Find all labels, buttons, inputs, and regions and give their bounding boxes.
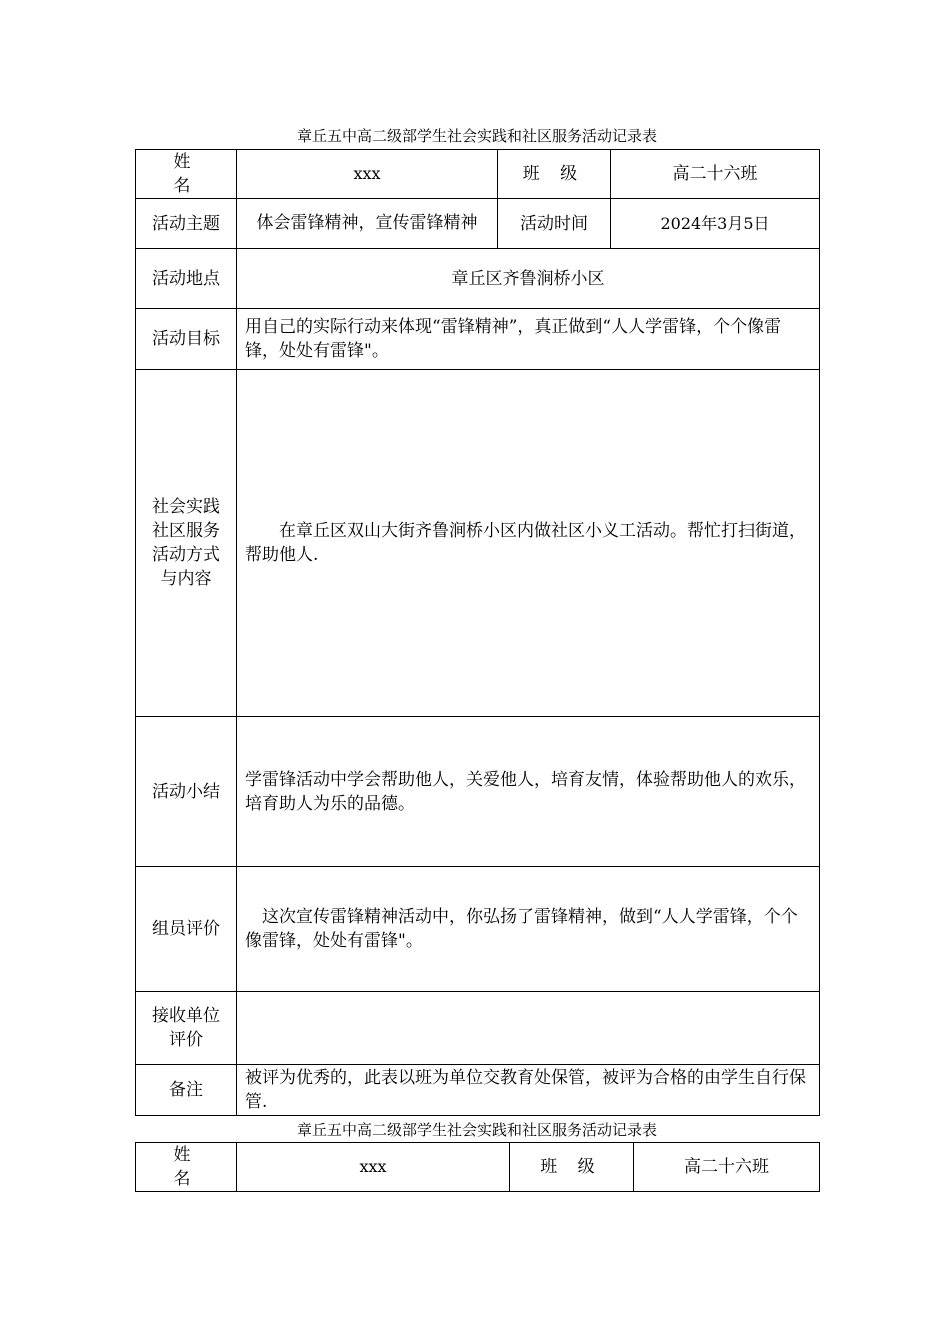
goal-label: 活动目标 (136, 309, 237, 370)
unit-review-row (136, 992, 820, 1065)
time-label: 活动时间 (498, 199, 611, 249)
theme-value: 体会雷锋精神，宣传雷锋精神 (237, 199, 498, 249)
class-label-2: 班级 (510, 1143, 634, 1192)
time-value: 2024年3月5日 (611, 199, 820, 249)
location-value: 章丘区齐鲁涧桥小区 (237, 249, 820, 309)
location-row (136, 249, 820, 309)
peer-review-label: 组员评价 (136, 867, 237, 992)
goal-value: 用自己的实际行动来体现“雷锋精神”，真正做到“人人学雷锋，个个像雷锋，处处有雷锋"。 (237, 309, 820, 370)
summary-value: 学雷锋活动中学会帮助他人，关爱他人，培育友情，体验帮助他人的欢乐，培育助人为乐的品德。 (237, 717, 820, 867)
activity-record-table-2 (135, 1142, 820, 1192)
unit-review-value (237, 992, 820, 1065)
activity-record-table (135, 149, 820, 1116)
summary-label: 活动小结 (136, 717, 237, 867)
peer-review-row (136, 867, 820, 992)
content-value: 在章丘区双山大街齐鲁涧桥小区内做社区小义工活动。帮忙打扫街道，帮助他人. (237, 370, 820, 717)
name-value: xxx (237, 150, 498, 199)
remark-label: 备注 (136, 1065, 237, 1116)
goal-row (136, 309, 820, 370)
name-label: 姓名 (136, 150, 237, 199)
peer-review-value: 这次宣传雷锋精神活动中，你弘扬了雷锋精神，做到“人人学雷锋，个个像雷锋，处处有雷锋"。 (237, 867, 820, 992)
name-value-2: xxx (237, 1143, 510, 1192)
name-row-2 (136, 1143, 820, 1192)
theme-row (136, 199, 820, 249)
class-value: 高二十六班 (611, 150, 820, 199)
remark-row (136, 1065, 820, 1116)
name-row (136, 150, 820, 199)
summary-row (136, 717, 820, 867)
form-title-2: 章丘五中高二级部学生社会实践和社区服务活动记录表 (296, 1121, 657, 1139)
unit-review-label: 接收单位评价 (136, 992, 237, 1065)
class-value-2: 高二十六班 (634, 1143, 820, 1192)
content-label: 社会实践社区服务活动方式与内容 (136, 370, 237, 717)
location-label: 活动地点 (136, 249, 237, 309)
content-row (136, 370, 820, 717)
theme-label: 活动主题 (136, 199, 237, 249)
form-title: 章丘五中高二级部学生社会实践和社区服务活动记录表 (296, 127, 657, 145)
remark-value: 被评为优秀的，此表以班为单位交教育处保管，被评为合格的由学生自行保管. (237, 1065, 820, 1116)
name-label-2: 姓名 (136, 1143, 237, 1192)
class-label: 班级 (498, 150, 611, 199)
